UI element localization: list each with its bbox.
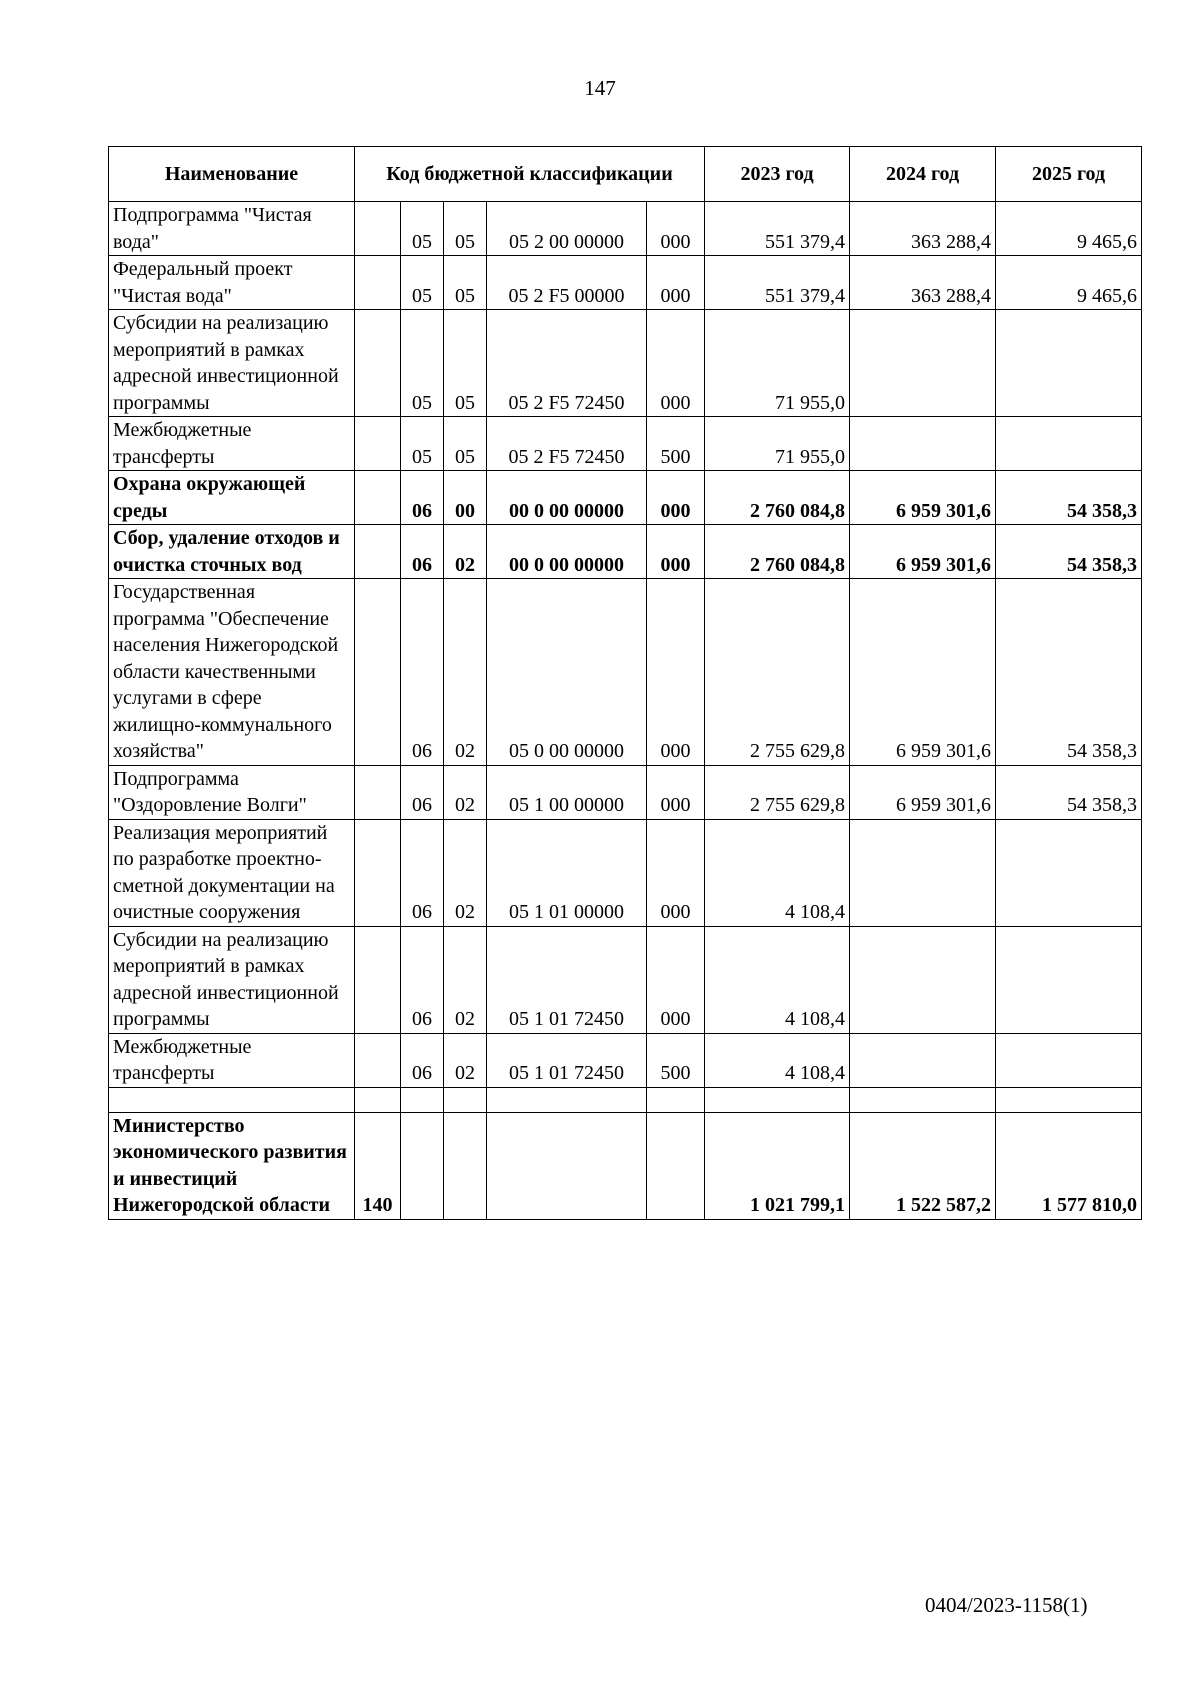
row-value-2024: 363 288,4 bbox=[850, 202, 996, 256]
header-2025: 2025 год bbox=[996, 147, 1142, 202]
row-value-2024 bbox=[850, 1033, 996, 1087]
row-target-article: 05 0 00 00000 bbox=[487, 579, 647, 766]
row-value-2023: 1 021 799,1 bbox=[705, 1112, 850, 1219]
table-row bbox=[109, 525, 1142, 579]
row-target-article: 00 0 00 00000 bbox=[487, 471, 647, 525]
empty-cell bbox=[850, 1087, 996, 1112]
row-value-2023: 71 955,0 bbox=[705, 417, 850, 471]
empty-cell bbox=[109, 1087, 355, 1112]
table-row bbox=[109, 765, 1142, 819]
table-row bbox=[109, 310, 1142, 417]
header-2023: 2023 год bbox=[705, 147, 850, 202]
empty-cell bbox=[355, 1087, 401, 1112]
row-name: Сбор, удаление отходов и очистка сточных вод bbox=[109, 525, 355, 579]
row-admin-code bbox=[355, 579, 401, 766]
row-subsection-code: 02 bbox=[444, 525, 487, 579]
table-body bbox=[109, 202, 1142, 1220]
row-admin-code bbox=[355, 1033, 401, 1087]
row-section-code: 06 bbox=[401, 1033, 444, 1087]
row-subsection-code: 05 bbox=[444, 310, 487, 417]
row-admin-code bbox=[355, 819, 401, 926]
row-admin-code bbox=[355, 471, 401, 525]
row-value-2023: 2 755 629,8 bbox=[705, 579, 850, 766]
row-subsection-code: 05 bbox=[444, 202, 487, 256]
row-expense-type: 000 bbox=[647, 579, 705, 766]
row-target-article: 05 2 F5 72450 bbox=[487, 417, 647, 471]
page-number: 147 bbox=[584, 76, 616, 100]
row-subsection-code: 02 bbox=[444, 765, 487, 819]
row-value-2025 bbox=[996, 417, 1142, 471]
row-value-2024: 6 959 301,6 bbox=[850, 765, 996, 819]
row-admin-code bbox=[355, 765, 401, 819]
row-target-article: 05 2 F5 72450 bbox=[487, 310, 647, 417]
row-target-article: 05 2 00 00000 bbox=[487, 202, 647, 256]
row-value-2023: 71 955,0 bbox=[705, 310, 850, 417]
budget-table bbox=[108, 146, 1142, 1220]
row-section-code: 06 bbox=[401, 579, 444, 766]
table-row bbox=[109, 1112, 1142, 1219]
row-target-article: 00 0 00 00000 bbox=[487, 525, 647, 579]
row-section-code: 06 bbox=[401, 819, 444, 926]
row-value-2025: 54 358,3 bbox=[996, 525, 1142, 579]
row-value-2025 bbox=[996, 310, 1142, 417]
header-name: Наименование bbox=[109, 147, 355, 202]
row-value-2024 bbox=[850, 819, 996, 926]
table-row bbox=[109, 471, 1142, 525]
row-section-code: 05 bbox=[401, 417, 444, 471]
row-target-article: 05 1 01 72450 bbox=[487, 1033, 647, 1087]
row-value-2025: 1 577 810,0 bbox=[996, 1112, 1142, 1219]
row-value-2025 bbox=[996, 926, 1142, 1033]
row-value-2023: 551 379,4 bbox=[705, 202, 850, 256]
row-subsection-code: 02 bbox=[444, 1033, 487, 1087]
row-value-2024 bbox=[850, 310, 996, 417]
row-value-2023: 4 108,4 bbox=[705, 1033, 850, 1087]
table-header-row bbox=[109, 147, 1142, 202]
row-subsection-code: 05 bbox=[444, 417, 487, 471]
row-value-2025: 54 358,3 bbox=[996, 579, 1142, 766]
row-value-2025: 54 358,3 bbox=[996, 471, 1142, 525]
row-section-code: 06 bbox=[401, 525, 444, 579]
row-name: Реализация мероприятий по разработке проектно-сметной документации на очистные сооружения bbox=[109, 819, 355, 926]
row-expense-type: 000 bbox=[647, 202, 705, 256]
row-name: Государственная программа "Обеспечение населения Нижегородской области качественными услугами в сфере жилищно-коммунального хозяйства" bbox=[109, 579, 355, 766]
row-name: Федеральный проект "Чистая вода" bbox=[109, 256, 355, 310]
row-expense-type: 000 bbox=[647, 819, 705, 926]
table-row bbox=[109, 417, 1142, 471]
row-section-code: 05 bbox=[401, 256, 444, 310]
row-admin-code bbox=[355, 417, 401, 471]
empty-cell bbox=[487, 1087, 647, 1112]
row-target-article bbox=[487, 1112, 647, 1219]
row-name: Субсидии на реализацию мероприятий в рамках адресной инвестиционной программы bbox=[109, 926, 355, 1033]
row-value-2025 bbox=[996, 819, 1142, 926]
empty-cell bbox=[996, 1087, 1142, 1112]
empty-cell bbox=[401, 1087, 444, 1112]
row-admin-code bbox=[355, 202, 401, 256]
row-expense-type: 000 bbox=[647, 256, 705, 310]
row-name: Межбюджетные трансферты bbox=[109, 1033, 355, 1087]
header-code: Код бюджетной классификации bbox=[355, 147, 705, 202]
row-target-article: 05 1 01 72450 bbox=[487, 926, 647, 1033]
row-value-2023: 4 108,4 bbox=[705, 819, 850, 926]
row-expense-type: 500 bbox=[647, 417, 705, 471]
row-subsection-code: 02 bbox=[444, 926, 487, 1033]
row-value-2024: 6 959 301,6 bbox=[850, 525, 996, 579]
row-subsection-code: 02 bbox=[444, 819, 487, 926]
row-expense-type: 000 bbox=[647, 765, 705, 819]
row-section-code: 05 bbox=[401, 310, 444, 417]
row-value-2025: 9 465,6 bbox=[996, 202, 1142, 256]
table-row bbox=[109, 1087, 1142, 1112]
row-value-2025: 54 358,3 bbox=[996, 765, 1142, 819]
row-value-2023: 2 760 084,8 bbox=[705, 471, 850, 525]
row-expense-type: 000 bbox=[647, 926, 705, 1033]
row-section-code: 05 bbox=[401, 202, 444, 256]
row-admin-code: 140 bbox=[355, 1112, 401, 1219]
row-name: Охрана окружающей среды bbox=[109, 471, 355, 525]
row-value-2023: 4 108,4 bbox=[705, 926, 850, 1033]
table-row bbox=[109, 1033, 1142, 1087]
table-row bbox=[109, 256, 1142, 310]
row-admin-code bbox=[355, 310, 401, 417]
row-value-2024: 6 959 301,6 bbox=[850, 471, 996, 525]
row-expense-type bbox=[647, 1112, 705, 1219]
empty-cell bbox=[444, 1087, 487, 1112]
row-section-code: 06 bbox=[401, 471, 444, 525]
row-value-2024 bbox=[850, 417, 996, 471]
header-2024: 2024 год bbox=[850, 147, 996, 202]
row-subsection-code: 00 bbox=[444, 471, 487, 525]
table-row bbox=[109, 926, 1142, 1033]
row-value-2025: 9 465,6 bbox=[996, 256, 1142, 310]
row-target-article: 05 1 01 00000 bbox=[487, 819, 647, 926]
row-value-2023: 2 760 084,8 bbox=[705, 525, 850, 579]
row-name: Министерство экономического развития и инвестиций Нижегородской области bbox=[109, 1112, 355, 1219]
row-expense-type: 000 bbox=[647, 525, 705, 579]
row-name: Подпрограмма "Чистая вода" bbox=[109, 202, 355, 256]
row-subsection-code: 02 bbox=[444, 579, 487, 766]
table-row bbox=[109, 579, 1142, 766]
row-name: Субсидии на реализацию мероприятий в рамках адресной инвестиционной программы bbox=[109, 310, 355, 417]
row-value-2024: 6 959 301,6 bbox=[850, 579, 996, 766]
row-admin-code bbox=[355, 926, 401, 1033]
row-value-2023: 2 755 629,8 bbox=[705, 765, 850, 819]
table-row bbox=[109, 202, 1142, 256]
row-target-article: 05 2 F5 00000 bbox=[487, 256, 647, 310]
document-code: 0404/2023-1158(1) bbox=[925, 1593, 1088, 1617]
empty-cell bbox=[705, 1087, 850, 1112]
row-name: Подпрограмма "Оздоровление Волги" bbox=[109, 765, 355, 819]
row-value-2024: 363 288,4 bbox=[850, 256, 996, 310]
row-value-2024: 1 522 587,2 bbox=[850, 1112, 996, 1219]
row-subsection-code bbox=[444, 1112, 487, 1219]
row-expense-type: 500 bbox=[647, 1033, 705, 1087]
row-subsection-code: 05 bbox=[444, 256, 487, 310]
row-value-2025 bbox=[996, 1033, 1142, 1087]
row-section-code: 06 bbox=[401, 765, 444, 819]
empty-cell bbox=[647, 1087, 705, 1112]
row-admin-code bbox=[355, 256, 401, 310]
row-section-code bbox=[401, 1112, 444, 1219]
row-admin-code bbox=[355, 525, 401, 579]
table-row bbox=[109, 819, 1142, 926]
row-expense-type: 000 bbox=[647, 310, 705, 417]
row-name: Межбюджетные трансферты bbox=[109, 417, 355, 471]
row-value-2023: 551 379,4 bbox=[705, 256, 850, 310]
row-target-article: 05 1 00 00000 bbox=[487, 765, 647, 819]
row-expense-type: 000 bbox=[647, 471, 705, 525]
row-section-code: 06 bbox=[401, 926, 444, 1033]
row-value-2024 bbox=[850, 926, 996, 1033]
